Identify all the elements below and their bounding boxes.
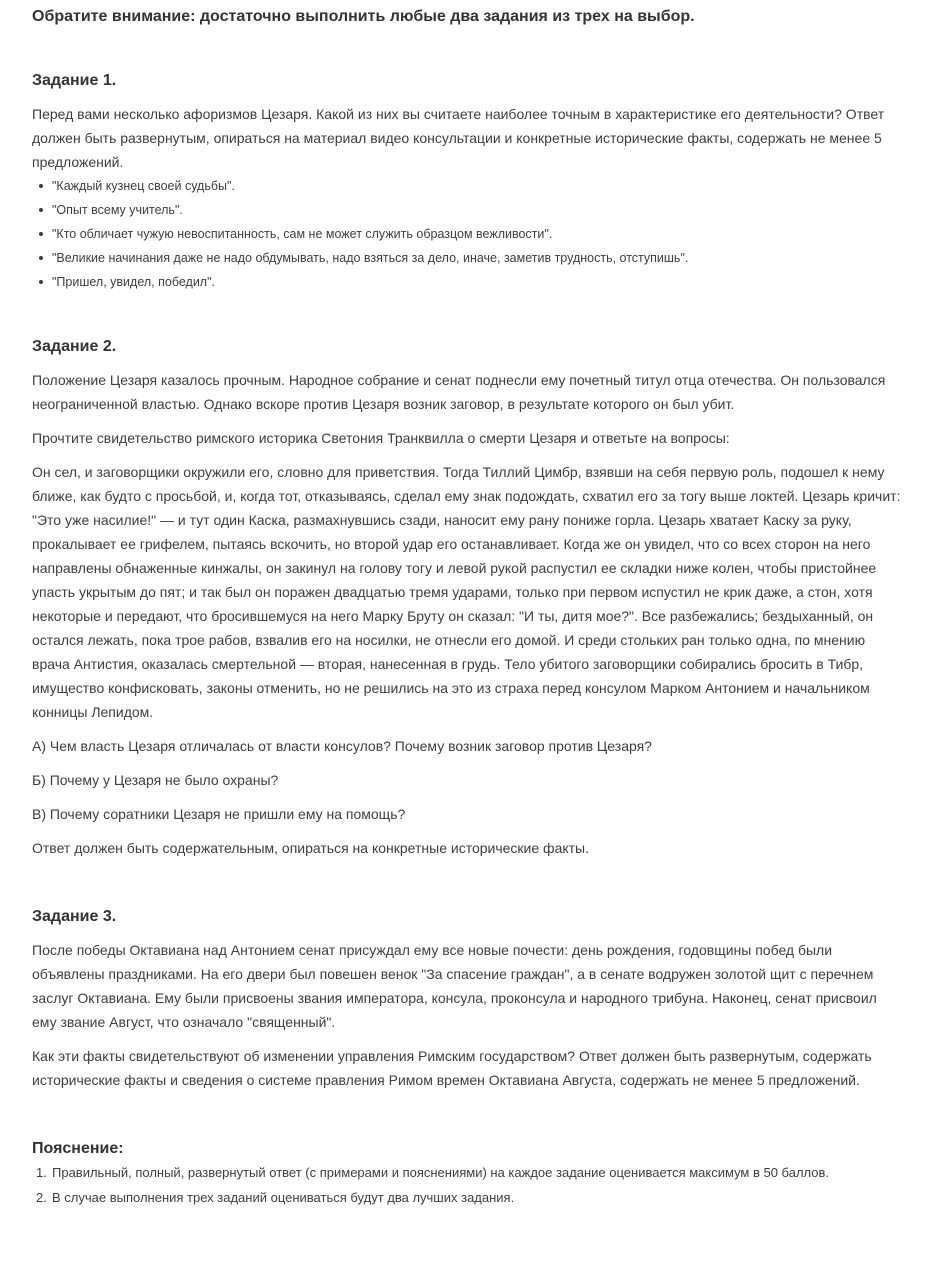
explanation-item-number: 2. [36, 1190, 47, 1205]
task-3-question: Как эти факты свидетельствуют об изменении управления Римским государством? Ответ должен быть развернутым, содержать исторические факты и сведения о системе правления Римом времен Октавиана Августа, содержать не менее 5 предложений. [32, 1048, 872, 1088]
notice-text: Обратите внимание: достаточно выполнить любые два задания из трех на выбор. [32, 8, 695, 25]
explanation-title: Пояснение: [32, 1140, 124, 1157]
task-1-intro: Перед вами несколько афоризмов Цезаря. Какой из них вы считаете наиболее точным в характеристике его деятельности? Ответ должен быть развернутым, опираться на материал видео консультации и конкретные исторические факты, содержать не менее 5 предложений. [32, 106, 885, 170]
task-2-instruction: Прочтите свидетельство римского историка Светония Транквилла о смерти Цезаря и ответьте на вопросы: [32, 430, 730, 446]
explanation-item-text: Правильный, полный, развернутый ответ (с примерами и пояснениями) на каждое задание оценивается максимум в 50 баллов. [52, 1165, 830, 1180]
task-3-title: Задание 3. [32, 908, 117, 925]
aphorism-item: "Пришел, увидел, победил". [52, 270, 902, 294]
aphorism-item: "Опыт всему учитель". [52, 198, 902, 222]
task-1-title: Задание 1. [32, 72, 117, 89]
explanation-item [36, 1160, 902, 1185]
explanation [32, 1138, 902, 1210]
explanation-list [32, 1160, 902, 1210]
task-1 [32, 70, 902, 294]
task-2 [32, 336, 902, 860]
explanation-item [36, 1185, 902, 1210]
explanation-item-text: В случае выполнения трех заданий оцениваться будут два лучших задания. [52, 1190, 515, 1205]
task-2-paragraph: Положение Цезаря казалось прочным. Народное собрание и сенат поднесли ему почетный титул отца отечества. Он пользовался неограниченной властью. Однако вскоре против Цезаря возник заговор, в результате которого он был убит. [32, 372, 886, 412]
aphorism-item: "Каждый кузнец своей судьбы". [52, 174, 902, 198]
task-2-title: Задание 2. [32, 338, 117, 355]
task-3-paragraph: После победы Октавиана над Антонием сенат присуждал ему все новые почести: день рождения, годовщины побед были объявлены праздниками. На его двери был повешен венок "За спасение граждан", а в сенате водружен золотой щит с перечнем заслуг Октавиана. Ему были присвоены звания императора, консула, проконсула и народного трибуна. Наконец, сенат присвоил ему звание Август, что означало "священный". [32, 942, 877, 1030]
aphorism-item: "Кто обличает чужую невоспитанность, сам не может служить образцом вежливости". [52, 222, 902, 246]
question-c: В) Почему соратники Цезаря не пришли ему на помощь? [32, 806, 406, 822]
task-2-requirement: Ответ должен быть содержательным, опираться на конкретные исторические факты. [32, 840, 589, 856]
explanation-item-number: 1. [36, 1165, 47, 1180]
aphorism-list [32, 174, 902, 294]
question-b: Б) Почему у Цезаря не было охраны? [32, 772, 279, 788]
suetonius-quote: Он сел, и заговорщики окружили его, словно для приветствия. Тогда Тиллий Цимбр, взявши на себя первую роль, подошел к нему ближе, как будто с просьбой, и, когда тот, отказываясь, сделал ему знак подождать, схватил его за тогу выше локтей. Цезарь кричит: "Это уже насилие!" — и тут один Каска, размахнувшись сзади, наносит ему рану пониже горла. Цезарь хватает Каску за руку, прокалывает ее грифелем, пытаясь вскочить, но второй удар его останавливает. Когда же он увидел, что со всех сторон на него направлены обнаженные кинжалы, он закинул на голову тогу и левой рукой распустил ее складки ниже колен, чтобы пристойнее упасть укрытым до пят; и так был он поражен двадцатью тремя ударами, только при первом испустил не крик даже, а стон, хотя некоторые и передают, что бросившемуся на него Марку Бруту он сказал: "И ты, дитя мое?". Все разбежались; бездыханный, он остался лежать, пока трое рабов, взвалив его на носилки, не отнесли его домой. И среди стольких ран только одна, по мнению врача Антистия, оказалась смертельной — вторая, нанесенная в грудь. Тело убитого заговорщики собирались бросить в Тибр, имущество конфисковать, законы отменить, но не решились на это из страха перед консулом Марком Антонием и начальником конницы Лепидом. [32, 464, 901, 720]
task-3 [32, 906, 902, 1092]
aphorism-item: "Великие начинания даже не надо обдумывать, надо взяться за дело, иначе, заметив трудность, отступишь". [52, 246, 902, 270]
question-a: А) Чем власть Цезаря отличалась от власти консулов? Почему возник заговор против Цезаря? [32, 738, 652, 754]
